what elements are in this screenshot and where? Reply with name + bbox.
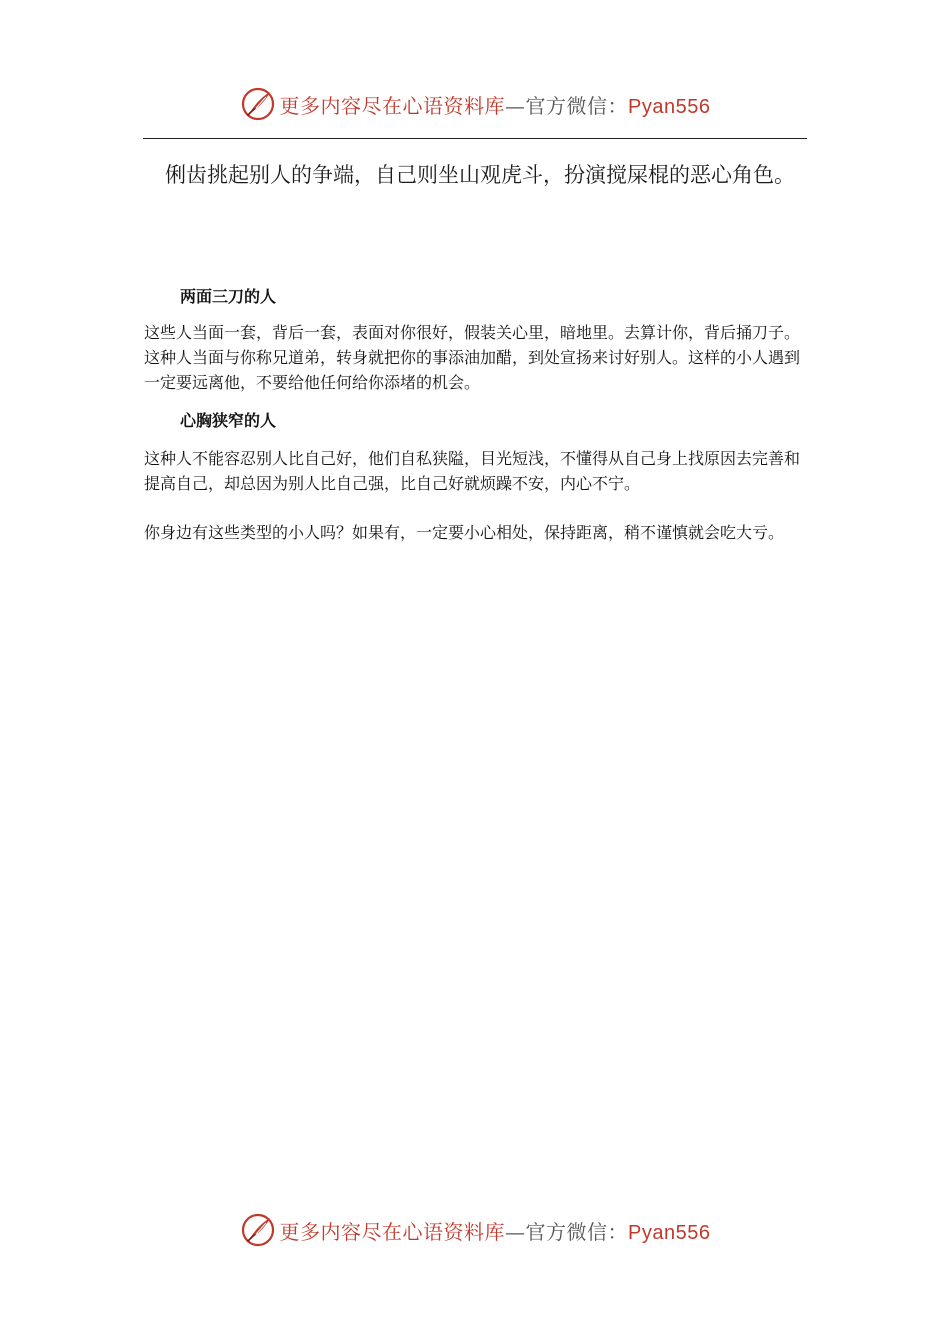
closing-paragraph: 你身边有这些类型的小人吗？如果有，一定要小心相处，保持距离，稍不谨慎就会吃大亏。 [144, 523, 785, 542]
header-banner-content [240, 86, 711, 122]
footer-dash: — [505, 1219, 526, 1244]
lead-paragraph: 俐齿挑起别人的争端，自己则坐山观虎斗，扮演搅屎棍的恶心角色。 [165, 163, 795, 187]
header-wechat-id: Pyan556 [628, 95, 711, 118]
footer-wechat-id: Pyan556 [628, 1221, 711, 1244]
footer-banner-content [240, 1212, 711, 1248]
header-banner [0, 82, 950, 126]
section-paragraph-narrow-minded: 这种人不能容忍别人比自己好，他们自私狭隘，目光短浅，不懂得从自己身上找原因去完善和提高自己，却总因为别人比自己强，比自己好就烦躁不安，内心不宁。 [144, 449, 801, 493]
header-divider [143, 138, 807, 139]
section-paragraph-two-faced: 这些人当面一套，背后一套，表面对你很好，假装关心里，暗地里。去算计你，背后捅刀子。这种人当面与你称兄道弟，转身就把你的事添油加醋，到处宣扬来讨好别人。这样的小人遇到一定要远离他，不要给他任何给你添堵的机会。 [144, 323, 801, 392]
header-site-name: 更多内容尽在心语资料库 [279, 93, 506, 118]
quill-pen-logo-icon [240, 1212, 276, 1248]
footer-site-name: 更多内容尽在心语资料库 [279, 1219, 506, 1244]
header-banner-text [280, 90, 711, 119]
header-dash: — [505, 93, 526, 118]
section-heading-two-faced: 两面三刀的人 [180, 287, 277, 306]
section-heading-narrow-minded: 心胸狭窄的人 [180, 411, 277, 430]
footer-banner [0, 1208, 950, 1252]
footer-banner-text [280, 1216, 711, 1245]
quill-pen-logo-icon [240, 86, 276, 122]
footer-wechat-label: 官方微信： [525, 1219, 629, 1244]
header-wechat-label: 官方微信： [525, 93, 629, 118]
